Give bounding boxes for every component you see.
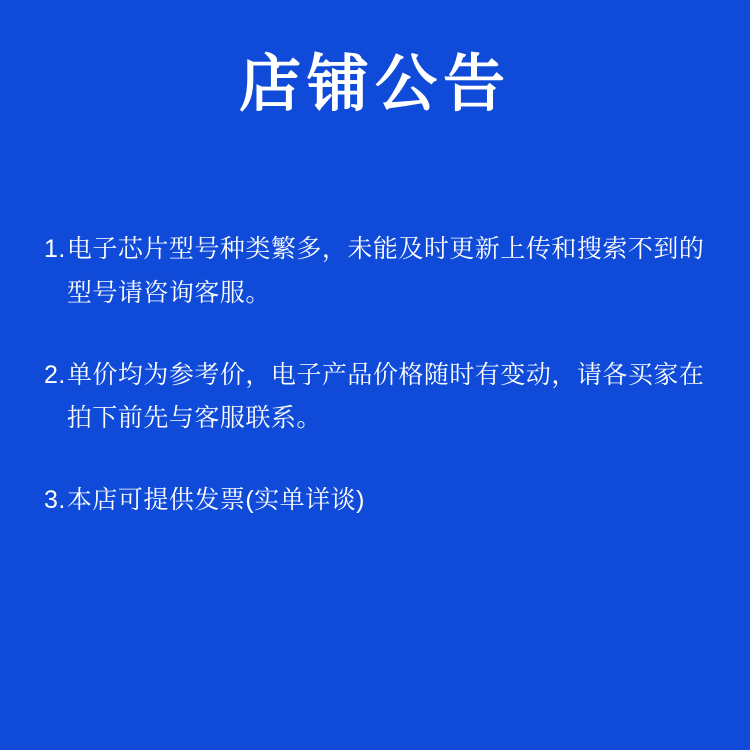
notice-text: 单价均为参考价，电子产品价格随时有变动，请各买家在拍下前先与客服联系。	[66, 360, 705, 433]
notice-text: 本店可提供发票(实单详谈)	[66, 486, 366, 514]
notice-index: 3.	[44, 486, 66, 514]
list-item	[44, 479, 714, 523]
notice-index: 2.	[44, 360, 66, 389]
list-item	[44, 354, 714, 442]
page-title: 店铺公告	[238, 50, 511, 119]
notice-list	[44, 228, 714, 523]
notice-text: 电子芯片型号种类繁多，未能及时更新上传和搜索不到的型号请咨询客服。	[66, 235, 705, 307]
list-item	[44, 228, 714, 316]
notice-index: 1.	[44, 235, 66, 263]
